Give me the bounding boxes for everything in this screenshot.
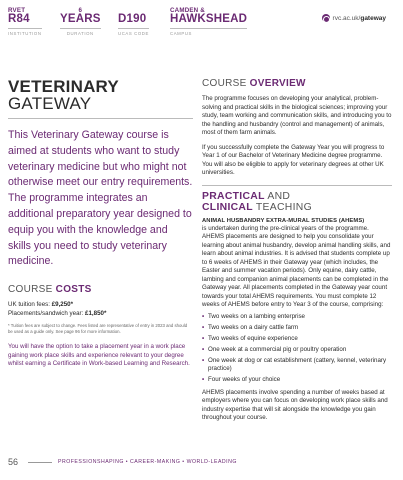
fee-uk (8, 300, 193, 309)
stat-caption: INSTITUTION (8, 28, 42, 36)
stat-value: R84 (8, 13, 30, 25)
footer-rule (28, 462, 52, 463)
course-url-link[interactable] (322, 14, 386, 22)
ahems-paragraph: is undertaken during the pre-clinical years of the programme. AHEMS placements are designed to help you consolidate your learning about animal husbandry, develop animal handling skills, and learn about animal industries. It is advised that students complete up to 6 weeks of AHEMS in their Gateway year (which includes, the Easter and summer vacation periods). Only equine, dairy cattle, lambing and companion animal placements can be completed in the Gateway year. All placements completed in the Gateway year count towards your total AHEMS requirements. You must complete 12 weeks of AHEMS before entry to Year 3 of the course, comprising: (202, 224, 391, 308)
teaching-word: TEACHING (252, 202, 312, 213)
stat-campus (170, 8, 247, 36)
costs-heading (8, 284, 193, 295)
list-item: • One week at a commercial pig or poultry operation (202, 346, 392, 355)
list-item: • Four weeks of your choice (202, 376, 392, 385)
intro-lede: This Veterinary Gateway course is aimed at students who want to study veterinary medicine but who might not otherwise meet our entry requirements. The programme integrates an additional preparatory year designed to equip you with the knowledge and skills you need to study veterinary medicine. (8, 129, 193, 268)
page-number: 56 (8, 457, 19, 467)
fees-block (8, 300, 193, 318)
page-footer (8, 456, 395, 468)
globe-icon (322, 14, 330, 22)
overview-heading-light: COURSE (202, 78, 250, 89)
stat-top: RVET (8, 7, 26, 14)
list-item: • Two weeks of equine experience (202, 335, 392, 344)
list-item: • Two weeks on a lambing enterprise (202, 313, 392, 322)
course-header (0, 8, 403, 42)
clinical-word: CLINICAL (202, 202, 253, 213)
ahems-heading: ANIMAL HUSBANDRY EXTRA-MURAL STUDIES (AHEMS) (202, 217, 365, 224)
stat-value: YEARS (60, 13, 101, 25)
section-divider (202, 185, 392, 186)
title-divider (8, 118, 193, 119)
stat-caption: DURATION (60, 28, 101, 36)
stat-top: 6 (78, 7, 83, 14)
practical-word: PRACTICAL (202, 190, 265, 202)
teaching-heading (202, 191, 392, 214)
stat-ucas-code (118, 8, 149, 36)
overview-heading (202, 78, 392, 89)
page-title-light: GATEWAY (8, 94, 92, 113)
stat-institution (8, 8, 42, 36)
overview-paragraph-1: The programme focuses on developing your analytical, problem-solving and practical skills in the biological sciences; improving your study, team working and communication skills, and introducing you to the handling and husbandry (control and management) of animals, most of them farm animals. (202, 95, 392, 136)
fee-uk-value: £9,250* (51, 301, 74, 309)
right-column (202, 78, 392, 423)
url-path: gateway (360, 14, 386, 22)
teaching-heading-line-2 (202, 202, 392, 214)
fee-placement (8, 309, 193, 318)
list-item: • Two weeks on a dairy cattle farm (202, 324, 392, 333)
url-prefix: rvc.ac.uk/ (332, 14, 361, 22)
and-word: AND (264, 190, 291, 202)
fee-uk-label: UK tuition fees: (8, 301, 52, 309)
teaching-heading-line-1 (202, 191, 392, 203)
left-column (8, 78, 193, 369)
costs-heading-bold: COSTS (55, 284, 92, 296)
stat-duration (60, 8, 101, 36)
stat-caption: UCAS CODE (118, 28, 149, 36)
ahems-closing-paragraph: AHEMS placements involve spending a number of weeks based at employers where you can focus on developing work place skills and industry expertise that will sit alongside the knowledge you gain throughout your course. (202, 388, 388, 421)
fee-placement-value: £1,850* (85, 310, 107, 318)
placement-note: You will have the option to take a placement year in a work place gaining work place skills and experience relevant to your degree whilst earning a Certificate in Work-based Learning and Research. (8, 343, 190, 368)
ahems-requirements-list (202, 313, 392, 385)
fees-footnote: * Tuition fees are subject to change. Fees listed are representative of entry in 2023 and should be used as a guide only. See page 96 for more information. (8, 323, 188, 335)
stat-caption: CAMPUS (170, 28, 247, 36)
stat-value: D190 (118, 13, 147, 25)
stat-value: HAWKSHEAD (170, 13, 248, 25)
footer-tagline: PROFESSIONSHAPING • CAREER-MAKING • WORLD-LEADING (58, 459, 237, 465)
overview-heading-bold: OVERVIEW (249, 78, 306, 89)
page-title-bold: VETERINARY (8, 77, 119, 96)
list-item: • One week at dog or cat establishment (cattery, kennel, veterinary practice) (202, 357, 392, 374)
overview-paragraph-2: If you successfully complete the Gateway Year you will progress to Year 1 of our Bachelor of Veterinary Medicine degree programme. You will also be eligible to apply for veterinary degrees at other UK universities. (202, 143, 385, 176)
costs-heading-light: COURSE (8, 284, 56, 296)
fee-placement-label: Placements/sandwich year: (8, 310, 86, 318)
stat-top: CAMDEN & (170, 7, 205, 14)
